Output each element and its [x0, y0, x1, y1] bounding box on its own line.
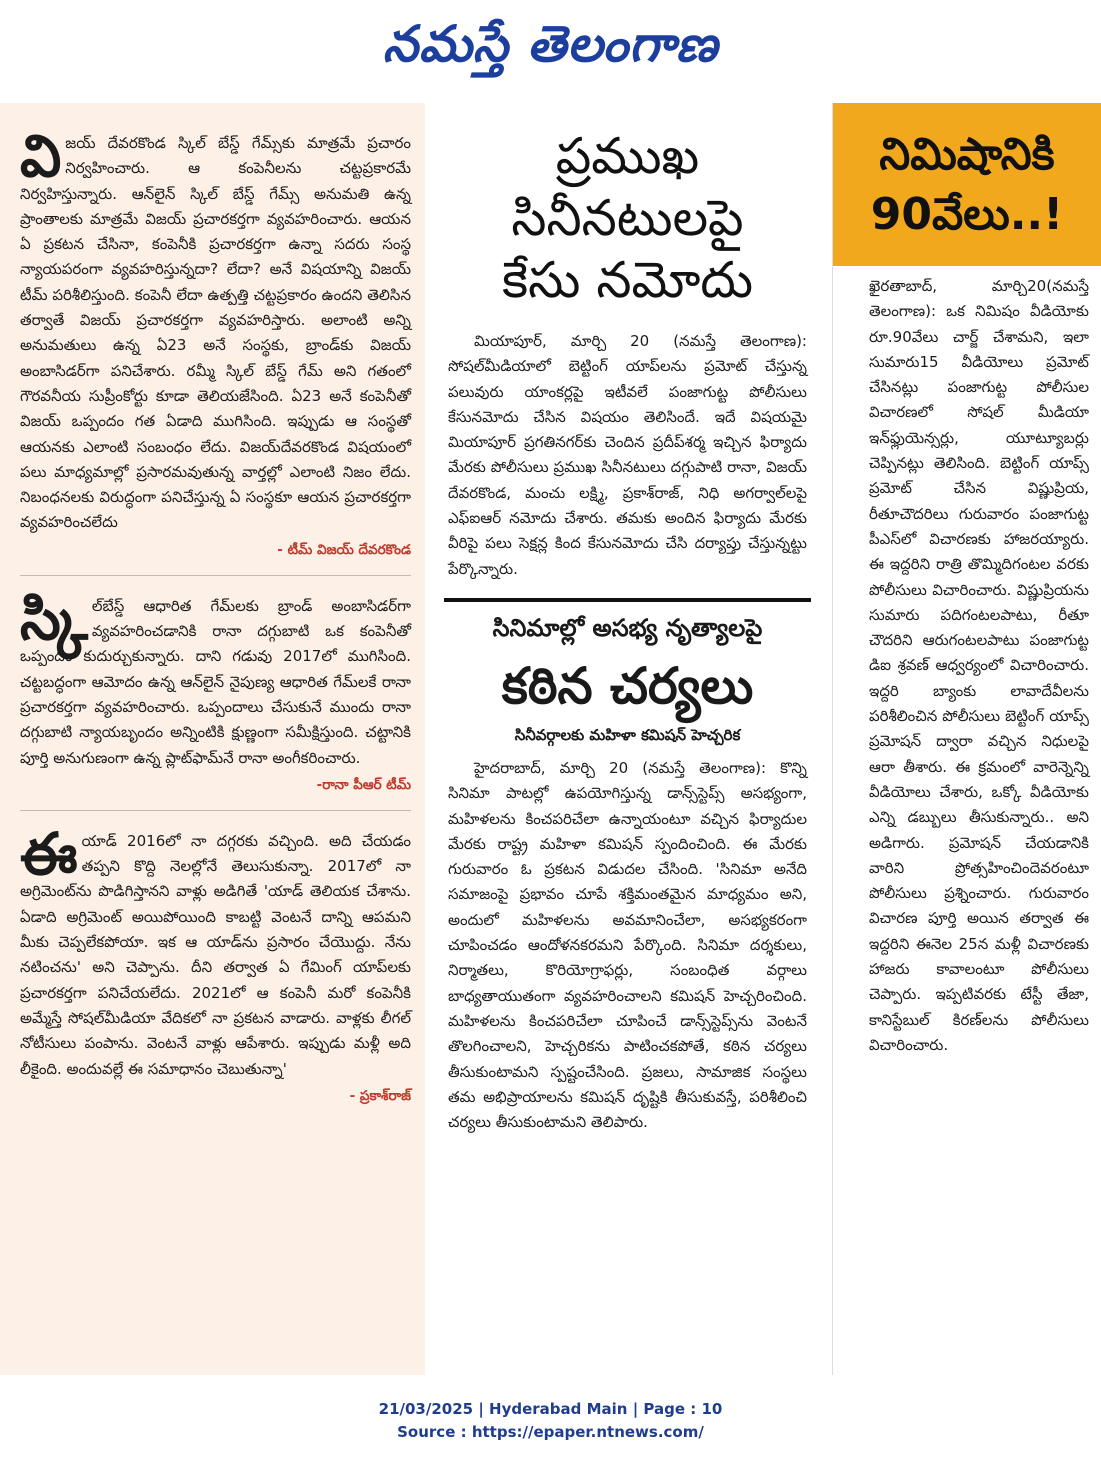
story-body: జయ్ దేవరకొండ స్కిల్ బేస్డ్ గేమ్స్‌కు మాత్రమే ప్రచారం నిర్వహించారు. ఆ కంపెనీలను చట్టప్రకారమే నిర్వహిస్తున్నారు. ఆన్‌లైన్ స్కిల్ బేస్డ్ గేమ్స్ అనుమతి ఉన్న ప్రాంతాలకు మాత్రమే విజయ్ ప్రచారకర్తగా వ్యవహరించారు. ఆయన ఏ ప్రకటన చేసినా, కంపెనీకి ప్రచారకర్తగా ఉన్నా సదరు సంస్థ న్యాయపరంగా వ్యవహరిస్తున్నదా? లేదా? అనే విషయాన్ని విజయ్ టీమ్ పరిశీలిస్తుంది. కంపెనీ లేదా ఉత్పత్తి చట్టప్రకారం ఉందని తెలిసిన తర్వాతే విజయ్ ప్రచారకర్తగా వ్యవహరిస్తారు. అలాంటి అన్ని అనుమతులు ఉన్న ఏ23 అనే సంస్థకు, బ్రాండ్‌కు విజయ్ అంబాసిడర్‌గా పనిచేశారు. రమ్మీ స్కిల్ బేస్డ్ గేమ్ అని గతంలో గౌరవనీయ సుప్రీంకోర్టు కూడా తెలియజేసింది. ఏ23 అనే కంపెనీతో విజయ్ ఒప్పందం గత ఏడాది ముగిసింది. ఇప్పుడు ఆ సంస్థతో ఆయనకు ఎలాంటి సంబంధం లేదు. విజయ్‌దేవరకొండ విషయంలో పలు మాధ్యమాల్లో ప్రసారమవుతున్న వార్తల్లో ఎలాంటి నిజం లేదు. నిబంధనలకు విరుద్ధంగా పనిచేస్తున్న ఏ సంస్థకూ ఆయన ప్రచారకర్తగా వ్యవహరించలేదు	[20, 134, 411, 532]
byline-rana: -రానా పీఆర్ టీమ్	[316, 776, 411, 793]
subhead: సినీవర్గాలకు మహిళా కమిషన్ హెచ్చరిక	[514, 725, 741, 744]
footer-edition: 21/03/2025 | Hyderabad Main | Page : 10	[378, 1400, 723, 1418]
story-rana	[20, 584, 411, 796]
byline-prakash: - ప్రకాశ్‌రాజ్	[349, 1087, 411, 1104]
story-vijay-text	[20, 122, 411, 536]
story-body: యాడ్ 2016లో నా దగ్గరకు వచ్చింది. అది చేయడం తప్పని కొద్ది నెలల్లోనే తెలుసుకున్నా. 2017లో నా అగ్రిమెంట్‌ను పొడిగిస్తానని వాళ్లు అడిగితే 'యాడ్ తెలియక చేశాను. ఏడాది అగ్రిమెంట్ అయిపోయింది కాబట్టి వెంటనే దాన్ని ఆపమని మీకు చెప్పలేకపోయా. ఇక ఆ యాడ్‌ను ప్రసారం చేయొద్దు. నేను నటించను' అని చెప్పాను. దీని తర్వాత ఏ గేమింగ్ యాప్‌లకు ప్రచారకర్తగా పనిచేయలేదు. 2021లో ఆ కంపెనీ మరో కంపెనీకి అమ్మేస్తే సోషల్‌మీడియా వేదికలో నా ప్రకటన వాడారు. వాళ్లకు లీగల్ నోటీసులు పంపాను. వెంటనే వాళ్లు ఆపేశారు. ఇప్పుడు మళ్లీ అది లీకైంది. అందువల్లే ఈ సమాధానం చెబుతున్నా'	[20, 831, 411, 1078]
divider	[444, 598, 811, 602]
story-influencers	[833, 266, 1101, 1058]
footer-source: Source : https://epaper.ntnews.com/	[397, 1423, 704, 1441]
headline-line: ప్రముఖ	[555, 127, 700, 185]
story-case-filed	[444, 329, 811, 582]
story-vijay	[20, 122, 411, 561]
dropcap: స్కి	[20, 584, 88, 653]
right-column	[832, 103, 1101, 1375]
divider	[20, 575, 411, 576]
kicker: సినిమాల్లో అసభ్య నృత్యాలపై	[492, 613, 763, 642]
headline-line: 90వేలు..!	[870, 188, 1064, 240]
masthead	[0, 0, 1101, 100]
story-women-commission-text: హైదరాబాద్, మార్చి 20 (నమస్తే తెలంగాణ): కొన్ని సినిమా పాటల్లో ఉపయోగిస్తున్న డాన్స్‌స్టెప్స్ అసభ్యంగా, మహిళలను కించపరిచేలా ఉన్నాయంటూ వచ్చిన ఫిర్యాదుల మేరకు రాష్ట్ర మహిళా కమిషన్ స్పందించింది. ఈ మేరకు గురువారం ఓ ప్రకటన విడుదల చేసింది. 'సినిమా అనేది సమాజంపై ప్రభావం చూపే శక్తిమంతమైన మాధ్యమం అని, అందులో మహిళలను అవమానించేలా, అసభ్యకరంగా చూపించడం ఆందోళనకరమని పేర్కొంది. సినిమా దర్శకులు, నిర్మాతలు, కొరియోగ్రాఫర్లు, సంబంధిత వర్గాలు బాధ్యతాయుతంగా వ్యవహరించాలని కమిషన్ హెచ్చరించింది. మహిళలను కించపరిచేలా చూపించే డాన్స్‌స్టెప్స్‌ను వెంటనే తొలగించాలని, హెచ్చరికను పాటించకపోతే, కఠిన చర్యలు తీసుకుంటామని స్పష్టంచేసింది. ప్రజలు, సామాజిక సంస్థలు తమ అభిప్రాయాలను కమిషన్ దృష్టికి తీసుకువస్తే, పరిశీలించి చర్యలు తీసుకుంటామని తెలిపారు.	[448, 758, 807, 1132]
story-prakash-text	[20, 819, 411, 1082]
story-women-commission	[444, 756, 811, 1135]
headline-line: నిమిషానికి	[879, 128, 1055, 180]
headline-line: కేసు నమోదు	[501, 251, 754, 309]
dropcap: వి	[20, 122, 62, 190]
headline-case-filed	[444, 103, 811, 329]
story-prakash	[20, 819, 411, 1107]
headline-90k-per-minute	[833, 103, 1101, 266]
left-column	[0, 103, 425, 1375]
story-influencers-text: ఖైరతాబాద్, మార్చి20(నమస్తే తెలంగాణ): ఒక నిమిషం వీడియోకు రూ.90వేలు చార్జ్ చేశామని, ఇలా సుమారు15 వీడియోలు ప్రమోట్ చేసినట్లు పంజాగుట్ట పోలీసుల విచారణలో సోషల్ మీడియా ఇన్‌ఫ్లుయెన్సర్లు, యూట్యూబర్లు చెప్పినట్లు తెలిసింది. బెట్టింగ్ యాప్స్ ప్రమోట్ చేసిన విష్ణుప్రియ, రీతూచౌదరిలు గురువారం పంజాగుట్ట పీఎస్‌లో విచారణకు హాజరయ్యారు. ఈ ఇద్దరిని రాత్రి తొమ్మిదిగంటల వరకు పోలీసులు విచారించారు. విష్ణుప్రియను సుమారు పదిగంటలపాటు, రీతూ చౌదరిని ఆరుగంటలపాటు పంజాగుట్ట డిఐ శ్రవణ్ ఆధ్వర్యంలో విచారించారు. ఇద్దరి బ్యాంకు లావాదేవీలను పరిశీలించిన పోలీసులు బెట్టింగ్ యాప్స్ ప్రమోషన్ ద్వారా వచ్చిన నిధులపై ఆరా తీశారు. ఈ క్రమంలో వారెన్నెన్ని వీడియోలు చేశారు, ఒక్కో వీడియోకు ఎన్ని డబ్బులు తీసుకున్నారు.. అని అడిగారు. ప్రమోషన్ చేయడానికి వారిని ప్రోత్సహించిందెవరంటూ పోలీసులు ప్రశ్నించారు. గురువారం విచారణ పూర్తి అయిన తర్వాత ఈ ఇద్దరిని ఈనెల 25న మళ్లీ విచారణకు హాజరు కావాలంటూ పోలీసులు చెప్పారు. ఇప్పటివరకు టేస్టీ తేజా, కానిస్టేబుల్ కిరణ్‌లను పోలీసులు విచారించారు.	[869, 277, 1089, 1054]
headline-strict-action: కఠిన చర్యలు	[501, 656, 754, 715]
dropcap: ఈ	[20, 819, 78, 888]
byline-vijay: - టీమ్ విజయ్ దేవరకొండ	[277, 541, 411, 558]
middle-column	[440, 103, 815, 1375]
divider	[20, 810, 411, 811]
story-body: ల్‌బేస్డ్ ఆధారిత గేమ్‌లకు బ్రాండ్ అంబాసిడర్‌గా వ్యవహరించడానికి రానా దగ్గుబాటి ఒక కంపెనీతో ఒప్పందం కుదుర్చుకున్నారు. దాని గడువు 2017లో ముగిసింది. చట్టబద్ధంగా ఆమోదం ఉన్న ఆన్‌లైన్ నైపుణ్య ఆధారిత గేమ్‌లకే రానా ప్రచారకర్తగా వ్యవహరించారు. ఒప్పందాలు చేసుకునే ముందు రానా దగ్గుబాటి న్యాయబృందం అన్నింటికి క్షుణ్ణంగా సమీక్షిస్తుంది. చట్టానికి పూర్తి అనుగుణంగా ఉన్న ప్లాట్‌ఫామ్‌నే రానా అంగీకరించారు.	[20, 596, 411, 767]
page-footer	[0, 1398, 1101, 1444]
headline-line: సినీనటులపై	[511, 189, 744, 247]
story-case-filed-text: మియాపూర్, మార్చి 20 (నమస్తే తెలంగాణ): సోషల్‌మీడియాలో బెట్టింగ్ యాప్‌లను ప్రమోట్ చేస్తున్న పలువురు యాంకర్లపై ఇటీవలే పంజాగుట్ట పోలీసులు కేసునమోదు చేసిన విషయం తెలిసిందే. ఇదే విషయమై మియాపూర్ ప్రగతినగర్‌కు చెందిన ప్రదీప్‌శర్మ ఇచ్చిన ఫిర్యాదు మేరకు పోలీసులు ప్రముఖ సినీనటులు దగ్గుపాటి రానా, విజయ్ దేవరకొండ, మంచు లక్ష్మి, ప్రకాశ్‌రాజ్, నిధి అగర్వాల్‌లపై ఎఫ్‌ఐఆర్ నమోదు చేశారు. తమకు అందిన ఫిర్యాదు మేరకు వీరిపై పలు సెక్షన్ల కింద కేసునమోదు చేసి దర్యాప్తు చేస్తున్నట్టు పేర్కొన్నారు.	[448, 332, 807, 578]
masthead-title: నమస్తే తెలంగాణ	[382, 14, 719, 73]
story-rana-text	[20, 584, 411, 771]
